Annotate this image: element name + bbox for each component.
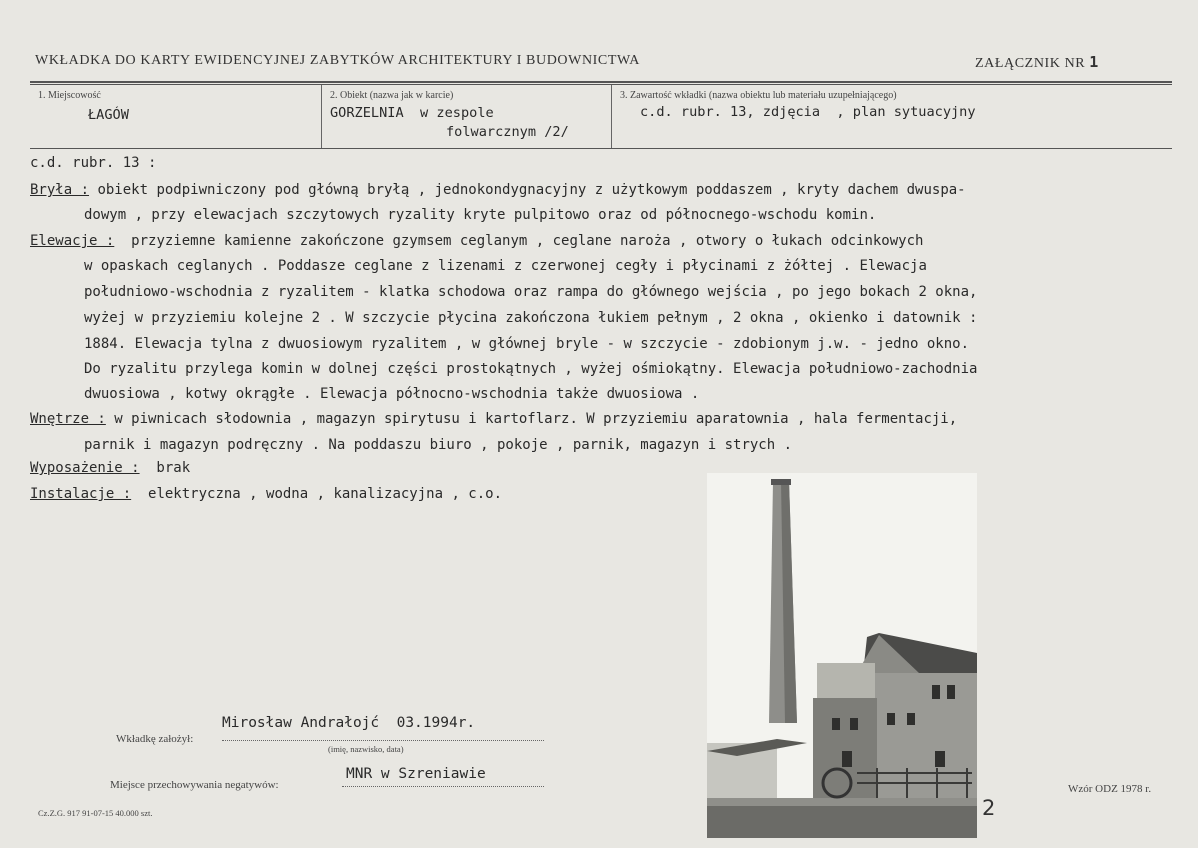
- field-divider-2: [611, 85, 612, 148]
- elewacje-line-5: 1884. Elewacja tylna z dwuosiowym ryzalitem , w głównej bryle - w szczycie - zdobionym j.w. - jedno okno.: [84, 336, 970, 352]
- content-label: 3. Zawartość wkładki (nazwa obiektu lub materiału uzupełniającego): [620, 90, 897, 101]
- distillery-photo-drawing: [707, 473, 977, 838]
- object-value-line2: folwarcznym /2/: [446, 124, 569, 140]
- locality-value: ŁAGÓW: [88, 107, 129, 123]
- elewacje-line-3: południowo-wschodnia z ryzalitem - klatka schodowa oraz rampa do głównego wejścia , po jego bokach 2 okna,: [84, 284, 978, 300]
- elewacje-line-4: wyżej w przyziemiu kolejne 2 . W szczycie płycina zakończona łukiem pełnym , 2 okna , okienko i datownik :: [84, 310, 978, 326]
- form-info: Wzór ODZ 1978 r.: [1068, 783, 1152, 795]
- form-title: WKŁADKA DO KARTY EWIDENCYJNEJ ZABYTKÓW ARCHITEKTURY I BUDOWNICTWA: [35, 53, 640, 68]
- instalacje-label: Instalacje :: [30, 486, 132, 502]
- creator-label: Wkładkę założył:: [116, 733, 194, 745]
- fields-bottom-rule: [30, 148, 1172, 149]
- bryla-line-1: [30, 182, 966, 198]
- creator-dotline: [222, 740, 544, 741]
- wnetrze-line-1: [30, 411, 957, 427]
- photo-number: 2: [982, 796, 996, 820]
- elewacje-line-2: w opaskach ceglanych . Poddasze ceglane z lizenami z czerwonej cegły i płycinami z żółtej . Elewacja: [84, 258, 927, 274]
- bryla-line-2: dowym , przy elewacjach szczytowych ryzality kryte pulpitowo oraz od północnego-wschodu komin.: [84, 207, 877, 223]
- attachment-label: [975, 53, 1099, 72]
- creator-value: Mirosław Andrałojć 03.1994r.: [222, 715, 476, 731]
- negatives-value: MNR w Szreniawie: [346, 766, 486, 782]
- locality-label: 1. Miejscowość: [38, 90, 101, 101]
- instalacje-line: [30, 486, 502, 502]
- field-divider-1: [321, 85, 322, 148]
- attachment-label-text: ZAŁĄCZNIK NR: [975, 56, 1086, 71]
- object-value-line1: GORZELNIA w zespole: [330, 105, 494, 121]
- wyposazenie-value: brak: [139, 460, 191, 476]
- elewacje-label: Elewacje :: [30, 233, 115, 249]
- header-rule-top: [30, 81, 1172, 83]
- header-rule-bottom: [30, 84, 1172, 85]
- elewacje-line-1: [30, 233, 923, 249]
- print-info: Cz.Z.G. 917 91-07-15 40.000 szt.: [38, 808, 153, 818]
- wyposazenie-label: Wyposażenie :: [30, 460, 140, 476]
- wnetrze-text-1: w piwnicach słodownia , magazyn spirytusu i kartoflarz. W przyziemiu aparatownia , hala fermentacji,: [105, 411, 958, 427]
- content-value: c.d. rubr. 13, zdjęcia , plan sytuacyjny: [640, 104, 976, 120]
- creator-hint: (imię, nazwisko, data): [328, 744, 404, 754]
- distillery-photo: [707, 473, 977, 838]
- attachment-number: 1: [1089, 53, 1099, 71]
- negatives-label: Miejsce przechowywania negatywów:: [110, 779, 279, 791]
- wnetrze-line-2: parnik i magazyn podręczny . Na poddaszu biuro , pokoje , parnik, magazyn i strych .: [84, 437, 793, 453]
- elewacje-text-1: przyziemne kamienne zakończone gzymsem ceglanym , ceglane naroża , otwory o łukach odcinkowych: [114, 233, 924, 249]
- elewacje-line-7: dwuosiowa , kotwy okrągłe . Elewacja północno-wschodnia także dwuosiowa .: [84, 386, 700, 402]
- bryla-text-1: obiekt podpiwniczony pod główną bryłą , jednokondygnacyjny z użytkowym poddaszem , kryty dachem dwuspa-: [89, 182, 966, 198]
- elewacje-line-6: Do ryzalitu przylega komin w dolnej części prostokątnych , wyżej ośmiokątny. Elewacja południowo-zachodnia: [84, 361, 978, 377]
- wyposazenie-line: [30, 460, 190, 476]
- bryla-label: Bryła :: [30, 182, 90, 198]
- wnetrze-label: Wnętrze :: [30, 411, 106, 427]
- instalacje-value: elektryczna , wodna , kanalizacyjna , c.o.: [131, 486, 503, 502]
- intro-line: c.d. rubr. 13 :: [30, 155, 157, 171]
- negatives-dotline: [342, 786, 544, 787]
- object-label: 2. Obiekt (nazwa jak w karcie): [330, 90, 454, 101]
